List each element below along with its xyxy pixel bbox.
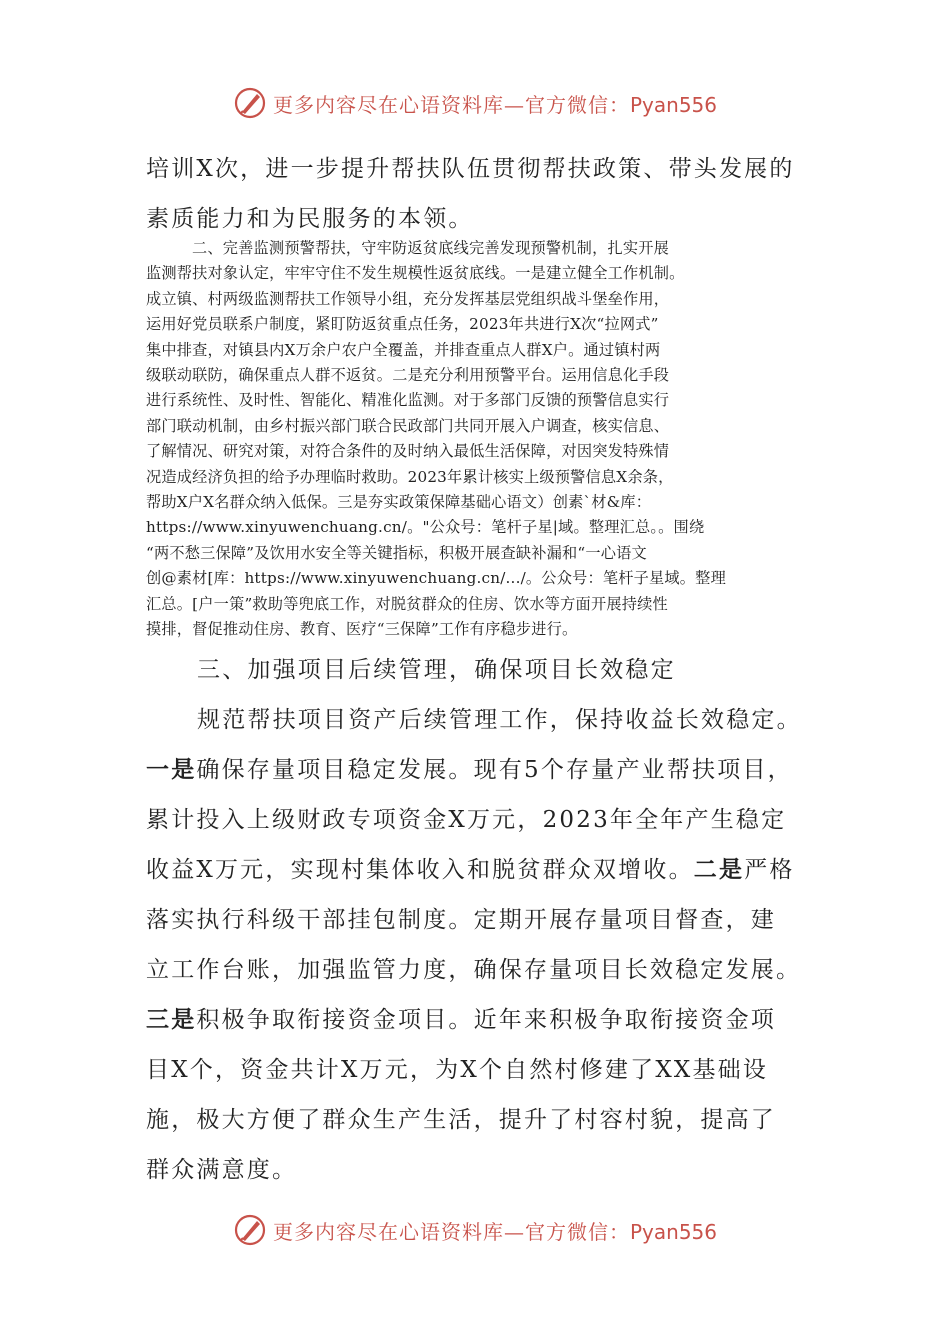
text-line: 帮助X户X名群众纳入低保。三是夯实政策保障基础心语文）创素`材&库： [146, 493, 652, 512]
text-line: 成立镇、村两级监测帮扶工作领导小组，充分发挥基层党组织战斗堡垒作用， [146, 289, 670, 308]
header-banner [0, 80, 950, 126]
text-line: 收益X万元，实现村集体收入和脱贫群众双增收。二是严格 [146, 856, 795, 883]
text-line: 汇总。[户一策”救助等兜底工作，对脱贫群众的住房、饮水等方面开展持续性 [146, 594, 668, 613]
text-line: 群众满意度。 [146, 1157, 298, 1183]
text-line: 运用好党员联系户制度，紧盯防返贫重点任务，2023年共进行X次“拉网式” [146, 315, 659, 334]
text-line: 一是确保存量项目稳定发展。现有5个存量产业帮扶项目， [146, 756, 793, 783]
bold-lead: 三是 [146, 1006, 197, 1033]
text-line: 三是积极争取衔接资金项目。近年来积极争取衔接资金项 [146, 1006, 777, 1033]
text-line: 部门联动机制，由乡村振兴部门联合民政部门共同开展入户调查，核实信息、 [146, 416, 670, 435]
text-line: 级联动联防，确保重点人群不返贫。二是充分利用预警平台。运用信息化手段 [146, 366, 670, 385]
section-3-heading: 三、加强项目后续管理，确保项目长效稳定 [197, 657, 676, 683]
banner-text: 更多内容尽在心语资料库—官方微信：Pyan556 [272, 1219, 717, 1244]
text-line: 摸排，督促推动住房、教育、医疗“三保障”工作有序稳步进行。 [146, 620, 578, 639]
text-line: 规范帮扶项目资产后续管理工作，保持收益长效稳定。 [197, 707, 802, 733]
section-3-paragraph [146, 695, 826, 1195]
text-line: 二、完善监测预警帮扶，守牢防返贫底线完善发现预警机制，扎实开展 [192, 239, 670, 257]
bold-lead: 二是 [693, 856, 745, 883]
text-line: 落实执行科级干部挂包制度。定期开展存量项目督查，建 [146, 907, 776, 933]
text-line: 培训X次，进一步提升帮扶队伍贯彻帮扶政策、带头发展的 [146, 156, 795, 182]
section-2-paragraph [146, 236, 826, 643]
quill-logo-icon [233, 86, 267, 120]
footer-banner [0, 1207, 950, 1253]
text-line: “两不愁三保障”及饮用水安全等关键指标，积极开展查缺补漏和“一心语文 [146, 543, 647, 562]
text-line: 立工作台账，加强监管力度，确保存量项目长效稳定发展。 [146, 957, 802, 983]
text-line: 施，极大方便了群众生产生活，提升了村容村貌，提高了 [146, 1107, 776, 1133]
bold-lead: 一是 [146, 756, 197, 783]
banner-text: 更多内容尽在心语资料库—官方微信：Pyan556 [272, 92, 717, 117]
text-line: 况造成经济负担的给予办理临时救助。2023年累计核实上级预警信息X余条， [146, 467, 674, 486]
text-line: 累计投入上级财政专项资金X万元，2023年全年产生稳定 [146, 807, 787, 833]
text-line: 素质能力和为民服务的本领。 [146, 206, 474, 232]
link-text-line: 创@素材[库：https://www.xinyuwenchuang.cn/.../。公众号：笔杆子星域。整理 [146, 569, 726, 588]
quill-logo-icon [233, 1213, 267, 1247]
text-line: 了解情况、研究对策，对符合条件的及时纳入最低生活保障，对因突发特殊情 [146, 442, 670, 461]
text-line: 进行系统性、及时性、智能化、精准化监测。对于多部门反馈的预警信息实行 [146, 391, 670, 410]
text-line: 监测帮扶对象认定，牢牢守住不发生规模性返贫底线。一是建立健全工作机制。 [146, 264, 685, 283]
text-line: 目X个，资金共计X万元，为X个自然村修建了XX基础设 [146, 1057, 769, 1083]
intro-paragraph [146, 144, 826, 244]
link-text-line: https://www.xinyuwenchuang.cn/。"公众号：笔杆子星|域。整理汇总。。围绕 [146, 518, 705, 537]
text-line: 集中排查，对镇县内X万余户农户全覆盖，并排查重点人群X户。通过镇村两 [146, 340, 661, 359]
